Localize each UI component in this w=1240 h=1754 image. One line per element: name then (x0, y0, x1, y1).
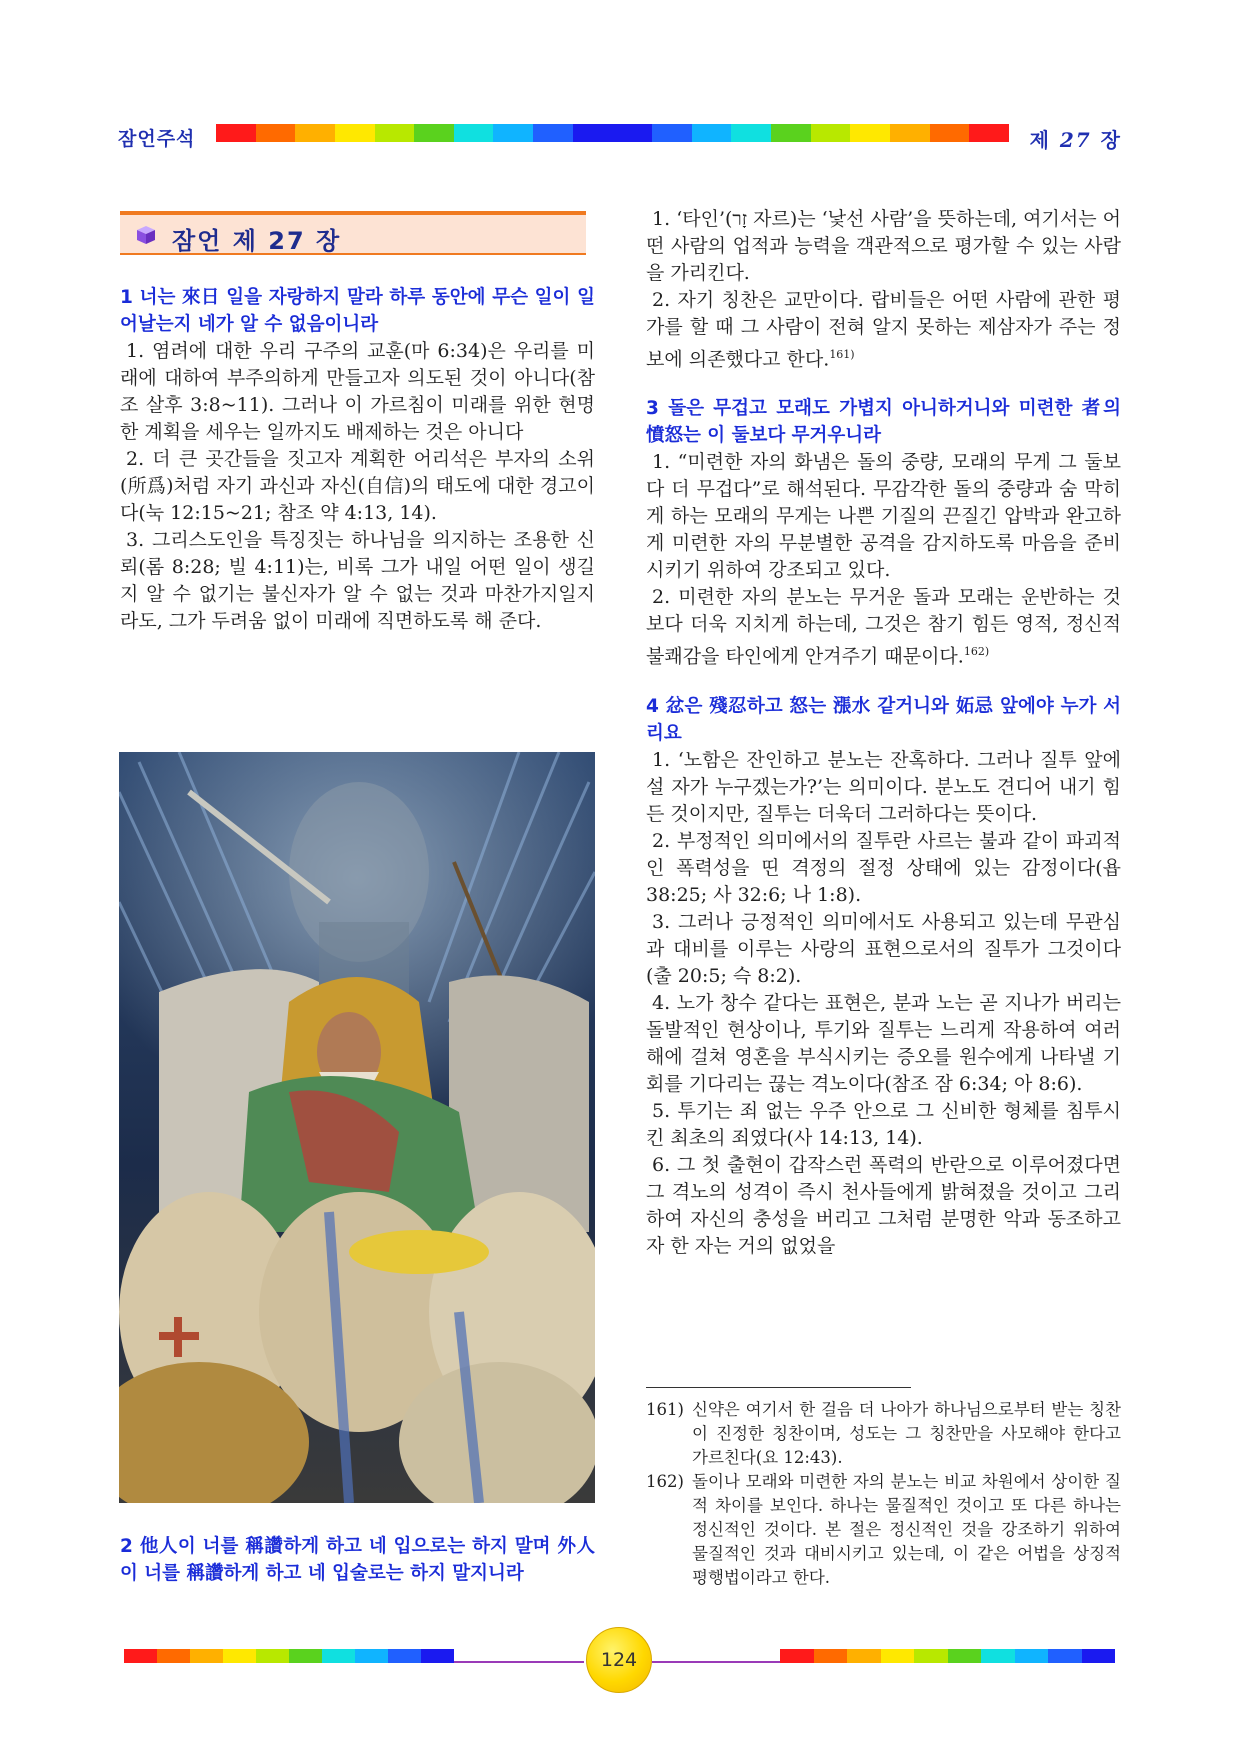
chapter-heading-box (120, 211, 586, 255)
verse-4-paragraph-6: 6. 그 첫 출현이 갑작스런 폭력의 반란으로 이루어졌다면 그 격노의 성격이 즉시 천사들에게 밝혀졌을 것이고 그리하여 자신의 충성을 버리고 그처럼 분명한 악과 동조하고자 한 자는 거의 없었을 (646, 1153, 1121, 1257)
header-rainbow-bar (216, 124, 1009, 142)
rainbow-segment (1015, 1649, 1049, 1663)
rainbow-segment (573, 124, 613, 142)
verse-2-text: 2 他人이 너를 稱讚하게 하고 네 입으로는 하지 말며 外人이 너를 稱讚하게 하고 네 입술로는 하지 말지니라 (120, 1536, 595, 1584)
rainbow-segment (692, 124, 732, 142)
page-number: 124 (586, 1627, 652, 1693)
rainbow-segment (612, 124, 652, 142)
rainbow-segment (493, 124, 533, 142)
rainbow-segment (454, 124, 494, 142)
cube-icon (136, 225, 156, 245)
verse-4-paragraph-5: 5. 투기는 죄 없는 우주 안으로 그 신비한 형체를 침투시킨 최초의 죄였다(사 14:13, 14). (646, 1099, 1121, 1149)
footer-rainbow-left (124, 1649, 454, 1663)
rainbow-segment (780, 1649, 814, 1663)
rainbow-segment (533, 124, 573, 142)
footer-rainbow-right (780, 1649, 1115, 1663)
rainbow-segment (190, 1649, 223, 1663)
rainbow-segment (388, 1649, 421, 1663)
footnote-number: 162) (646, 1472, 684, 1491)
rainbow-segment (881, 1649, 915, 1663)
rainbow-segment (814, 1649, 848, 1663)
verse-2-paragraph-1: 1. ‘타인’(זָר 자르)는 ‘낯선 사람’을 뜻하는데, 여기서는 어떤 사람의 업적과 능력을 객관적으로 평가할 수 있는 사람을 가리킨다. (646, 208, 1121, 284)
footnote-number: 161) (646, 1400, 684, 1419)
rainbow-segment (969, 124, 1009, 142)
verse-3-paragraph-2-text: 2. 미련한 자의 분노는 무거운 돌과 모래는 운반하는 것보다 더욱 지치게 하는데, 그것은 참기 힘든 영적, 정신적 불쾌감을 타인에게 안겨주기 때문이다. (646, 586, 1121, 668)
chapter-label (1030, 124, 1122, 153)
chapter-number: 27 (1059, 128, 1092, 152)
chapter-heading-title: 잠언 제 27 장 (172, 227, 342, 255)
footer-line-left (454, 1661, 584, 1663)
running-title: 잠언주석 (118, 128, 196, 150)
rainbow-segment (256, 1649, 289, 1663)
rainbow-segment (948, 1649, 982, 1663)
rainbow-segment (421, 1649, 454, 1663)
rainbow-segment (890, 124, 930, 142)
rainbow-segment (811, 124, 851, 142)
verse-4-text: 4 忿은 殘忍하고 怒는 漲水 같거니와 妬忌 앞에야 누가 서리요 (646, 695, 1121, 744)
verse-4-paragraph-1: 1. ‘노함은 잔인하고 분노는 잔혹하다. 그러나 질투 앞에 설 자가 누구겠는가?’는 의미이다. 분노도 견디어 내기 힘든 것이지만, 질투는 더욱더 그러하다는 뜻이다. (646, 748, 1121, 825)
painting-svg (119, 752, 595, 1503)
right-column (646, 206, 1121, 1260)
footnote-ref-161[interactable]: 161) (829, 348, 855, 361)
rainbow-segment (295, 124, 335, 142)
rainbow-segment (375, 124, 415, 142)
footnote-text: 돌이나 모래와 미련한 자의 분노는 비교 차원에서 상이한 질적 차이를 보인다. 하나는 물질적인 것이고 또 다른 하나는 정신적인 것이다. 본 절은 정신적인 것을 강조하기 위하여 물질적인 것과 대비시키고 있는데, 이 같은 어법을 상징적 평행법이라고 한다. (692, 1472, 1121, 1587)
verse-1-paragraph-2: 2. 더 큰 곳간들을 짓고자 계획한 어리석은 부자의 소위(所爲)처럼 자기 과신과 자신(自信)의 태도에 대한 경고이다(눅 12:15~21; 참조 약 4:13, 14). (120, 448, 595, 524)
illustration-image (119, 752, 595, 1503)
left-column-bottom (120, 1533, 595, 1587)
rainbow-segment (981, 1649, 1015, 1663)
rainbow-segment (652, 124, 692, 142)
chapter-prefix: 제 (1029, 128, 1051, 152)
rainbow-segment (1048, 1649, 1082, 1663)
verse-2-paragraph-2-text: 2. 자기 칭찬은 교만이다. 랍비들은 어떤 사람에 관한 평가를 할 때 그 사람이 전혀 알지 못하는 제삼자가 주는 정보에 의존했다고 한다. (646, 289, 1121, 371)
rainbow-segment (355, 1649, 388, 1663)
rainbow-segment (930, 124, 970, 142)
verse-1-paragraph-3: 3. 그리스도인을 특징짓는 하나님을 의지하는 조용한 신뢰(롬 8:28; 빌 4:11)는, 비록 그가 내일 어떤 일이 생길지 알 수 없기는 불신자가 알 수 없는 것과 마찬가지일지라도, 그가 두려움 없이 미래에 직면하도록 해 준다. (120, 529, 595, 632)
verse-1-text: 1 너는 來日 일을 자랑하지 말라 하루 동안에 무슨 일이 일어날는지 네가 알 수 없음이니라 (120, 287, 595, 335)
verse-4-paragraph-4: 4. 노가 창수 같다는 표현은, 분과 노는 곧 지나가 버리는 돌발적인 현상이나, 투기와 질투는 느리게 작용하여 여러 해에 걸쳐 영혼을 부식시키는 증오를 원수에게 나타낼 기회를 기다리는 끊는 격노이다(참조 잠 6:34; 아 8:6). (646, 991, 1121, 1095)
rainbow-segment (335, 124, 375, 142)
verse-3-paragraph-1: 1. “미련한 자의 화냄은 돌의 중량, 모래의 무게 그 둘보다 더 무겁다”로 해석된다. 무감각한 돌의 중량과 숨 막히게 하는 모래의 무게는 나쁜 기질의 끈질긴 압박과 완고하게 미련한 자의 무분별한 공격을 감지하도록 마음을 준비시키기 위하여 강조되고 있다. (646, 451, 1121, 582)
left-column (120, 284, 595, 635)
rainbow-segment (289, 1649, 322, 1663)
rainbow-segment (850, 124, 890, 142)
verse-3-text: 3 돌은 무겁고 모래도 가볍지 아니하거니와 미련한 者의 憤怒는 이 둘보다 무거우니라 (646, 398, 1121, 447)
verse-1-paragraph-1: 1. 염려에 대한 우리 구주의 교훈(마 6:34)은 우리를 미래에 대하여 부주의하게 만들고자 의도된 것이 아니다(참조 살후 3:8~11). 그러나 이 가르침이 미래를 위한 현명한 계획을 세우는 일까지도 배제하는 것은 아니다 (120, 340, 595, 443)
footnotes (646, 1398, 1121, 1590)
verse-4-paragraph-3: 3. 그러나 긍정적인 의미에서도 사용되고 있는데 무관심과 대비를 이루는 사랑의 표현으로서의 질투가 그것이다(출 20:5; 슥 8:2). (646, 910, 1121, 987)
rainbow-segment (1082, 1649, 1116, 1663)
rainbow-segment (256, 124, 296, 142)
rainbow-segment (847, 1649, 881, 1663)
rainbow-segment (157, 1649, 190, 1663)
rainbow-segment (223, 1649, 256, 1663)
footer-line-right (652, 1661, 780, 1663)
rainbow-segment (731, 124, 771, 142)
rainbow-segment (216, 124, 256, 142)
chapter-suffix: 장 (1100, 128, 1122, 152)
footnote-162 (646, 1470, 1121, 1590)
footnote-separator (646, 1387, 911, 1388)
footnote-text: 신약은 여기서 한 걸음 더 나아가 하나님으로부터 받는 칭찬이 진정한 칭찬이며, 성도는 그 칭찬만을 사모해야 한다고 가르친다(요 12:43). (692, 1400, 1121, 1467)
rainbow-segment (771, 124, 811, 142)
footnote-ref-162[interactable]: 162) (963, 645, 990, 659)
verse-2-paragraph-2 (646, 287, 1121, 373)
rainbow-segment (124, 1649, 157, 1663)
verse-3-paragraph-2 (646, 584, 1121, 670)
rainbow-segment (322, 1649, 355, 1663)
footnote-161 (646, 1398, 1121, 1470)
rainbow-segment (914, 1649, 948, 1663)
rainbow-segment (414, 124, 454, 142)
verse-4-paragraph-2: 2. 부정적인 의미에서의 질투란 사르는 불과 같이 파괴적인 폭력성을 띤 격정의 절정 상태에 있는 감정이다(욥 38:25; 사 32:6; 나 1:8). (646, 829, 1121, 906)
